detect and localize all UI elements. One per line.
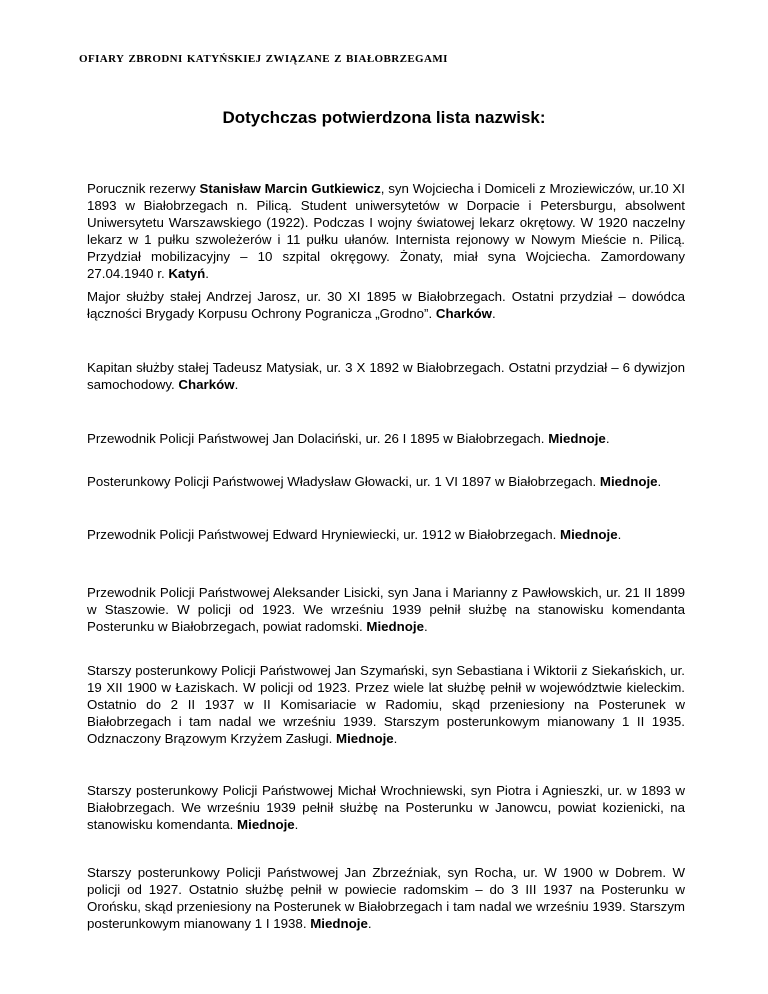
death-place: Miednoje bbox=[560, 527, 618, 542]
entry-period: . bbox=[492, 306, 496, 321]
entry-period: . bbox=[605, 431, 610, 446]
entry-text: Starszy posterunkowy Policji Państwowej Michał Wrochniewski, syn Piotra i Agnieszki, ur. w 1893 w Białobrzegach. We wrześniu 1939 pełnił służbę na Posterunku w Janowcu, powiat kozienicki, na stanowisku komendanta. bbox=[87, 783, 685, 832]
death-place: Charków bbox=[435, 306, 492, 321]
document-title: ofiary zbrodni katyńskiej związane z białobrzegami bbox=[79, 50, 448, 66]
victim-entry-gutkiewicz bbox=[87, 180, 685, 282]
death-place: Miednoje bbox=[599, 474, 658, 489]
entry-period: . bbox=[234, 377, 239, 392]
victim-entry-matysiak bbox=[87, 359, 685, 393]
victim-entry-hryniewiecki bbox=[87, 526, 685, 543]
victim-entry-szymanski bbox=[87, 662, 685, 747]
victim-entry-jarosz bbox=[87, 288, 685, 322]
entry-period: . bbox=[367, 916, 372, 931]
entry-period: . bbox=[393, 731, 398, 746]
entry-text: Porucznik rezerwy bbox=[87, 181, 200, 196]
entry-text: Przewodnik Policji Państwowej Aleksander Lisicki, syn Jana i Marianny z Pawłowskich, ur. 21 II 1899 w Staszowie. W policji od 1923. We wrześniu 1939 pełnił służbę na stanowisku komendanta Posterunku w Białobrzegach, powiat radomski. bbox=[87, 585, 685, 634]
death-place: Miednoje bbox=[366, 619, 424, 634]
entry-period: . bbox=[205, 266, 209, 281]
victim-entry-lisicki bbox=[87, 584, 685, 635]
entry-text: Starszy posterunkowy Policji Państwowej Jan Zbrzeźniak, syn Rocha, ur. W 1900 w Dobrem. W policji od 1927. Ostatnio służbę pełnił w powiecie radomskim – do 3 III 1937 na Posterunku w Orońsku, skąd przeniesiony na Posterunek w Białobrzegach i tam nadal we wrześniu 1939. Starszym posterunkowym mianowany 1 I 1938. bbox=[87, 865, 685, 931]
victim-entry-wrochniewski bbox=[87, 782, 685, 833]
death-place: Katyń bbox=[168, 266, 206, 281]
death-place: Miednoje bbox=[336, 731, 394, 746]
death-place: Miednoje bbox=[310, 916, 368, 931]
victim-entry-glowacki bbox=[87, 473, 685, 490]
victim-entry-dolacinski bbox=[87, 430, 685, 447]
victim-name: Stanisław Marcin Gutkiewicz bbox=[199, 181, 381, 196]
death-place: Miednoje bbox=[237, 817, 295, 832]
entry-text: Major służby stałej Andrzej Jarosz, ur. 30 XI 1895 w Białobrzegach. Ostatni przydział – dowódca łączności Brygady Korpusu Ochrony Pogranicza „Grodno”. bbox=[87, 289, 685, 321]
entry-text: Posterunkowy Policji Państwowej Władysław Głowacki, ur. 1 VI 1897 w Białobrzegach. bbox=[87, 474, 600, 489]
entry-text: Starszy posterunkowy Policji Państwowej Jan Szymański, syn Sebastiana i Wiktorii z Siekańskich, ur. 19 XII 1900 w Łaziskach. W policji od 1923. Przez wiele lat służbę pełnił w województwie kieleckim. Ostatnio do 2 II 1937 w II Komisariacie w Radomiu, skąd przeniesiony na Posterunek w Białobrzegach i tam nadal we wrześniu 1939. Starszym posterunkowym mianowany 1 II 1935. Odznaczony Brązowym Krzyżem Zasługi. bbox=[87, 663, 685, 746]
entry-period: . bbox=[617, 527, 622, 542]
list-subtitle: Dotychczas potwierdzona lista nazwisk: bbox=[222, 108, 546, 127]
death-place: Charków bbox=[178, 377, 235, 392]
entry-text: Kapitan służby stałej Tadeusz Matysiak, ur. 3 X 1892 w Białobrzegach. Ostatni przydział – 6 dywizjon samochodowy. bbox=[87, 360, 685, 392]
entry-period: . bbox=[294, 817, 299, 832]
victim-entry-zbrzezniak bbox=[87, 864, 685, 932]
entry-text: Przewodnik Policji Państwowej Jan Dolaciński, ur. 26 I 1895 w Białobrzegach. bbox=[87, 431, 549, 446]
entry-text: Przewodnik Policji Państwowej Edward Hryniewiecki, ur. 1912 w Białobrzegach. bbox=[87, 527, 560, 542]
entry-period: . bbox=[657, 474, 662, 489]
entry-text: , syn Wojciecha i Domiceli z Mroziewiczów, ur.10 XI 1893 w Białobrzegach n. Pilicą. Student uniwersytetów w Dorpacie i Petersburgu, absolwent Uniwersytetu Warszawskiego (1922). Podczas I wojny światowej lekarz okrętowy. W 1920 naczelny lekarz w 1 pułku szwoleżerów i 11 pułku ułanów. Internista rejonowy w Nowym Mieście n. Pilicą. Przydział mobilizacyjny – 10 szpital okręgowy. Żonaty, miał syna Wojciecha. Zamordowany 27.04.1940 r. bbox=[87, 181, 685, 281]
entry-period: . bbox=[424, 619, 428, 634]
death-place: Miednoje bbox=[548, 431, 606, 446]
